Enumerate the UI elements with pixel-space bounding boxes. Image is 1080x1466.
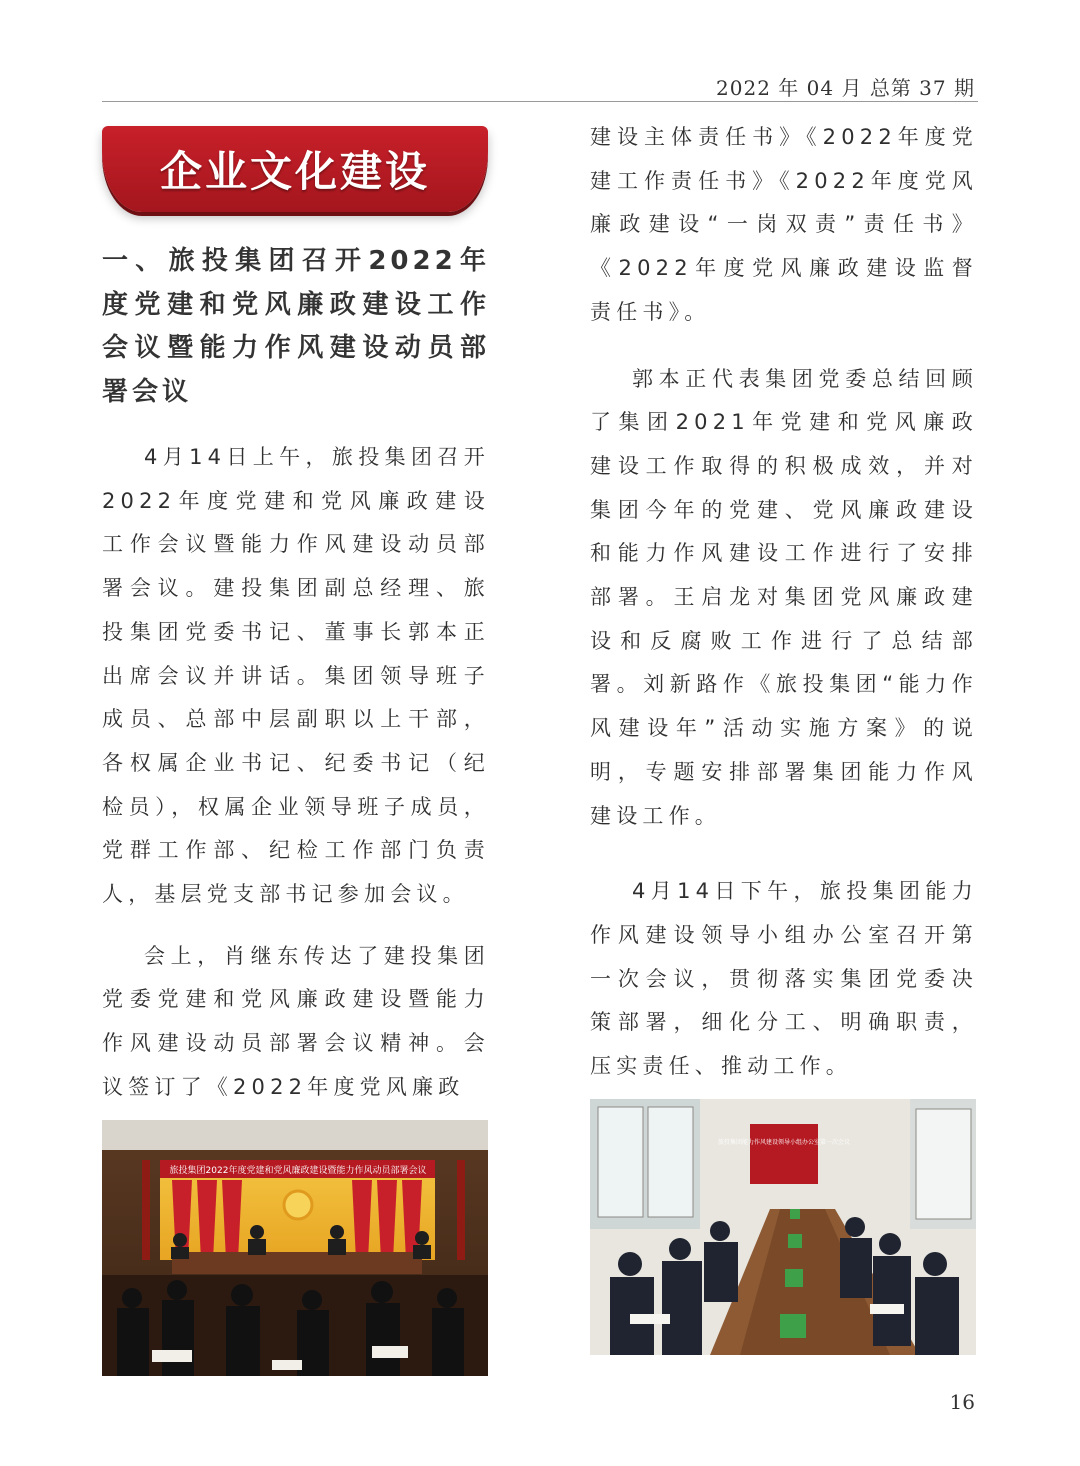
page-number: 16 — [949, 1390, 975, 1414]
section-title: 企业文化建设 — [159, 147, 430, 196]
meeting-hall-image — [102, 1120, 488, 1376]
issue-label: 2022 年 04 月 总第 37 期 — [716, 76, 975, 100]
left-column — [102, 126, 490, 1376]
meeting-room-image — [590, 1099, 976, 1355]
paragraph: 4月14日下午，旅投集团能力作风建设领导小组办公室召开第一次会议，贯彻落实集团党委决策部署，细化分工、明确职责，压实责任、推动工作。 — [590, 879, 978, 1079]
article-heading: 一、旅投集团召开2022年度党建和党风廉政建设工作会议暨能力作风建设动员部署会议 — [102, 246, 490, 407]
paragraph: 郭本正代表集团党委总结回顾了集团2021年党建和党风廉政建设工作取得的积极成效，并对集团今年的党建、党风廉政建设和能力作风建设工作进行了安排部署。王启龙对集团党风廉政建设和反腐败工作进行了总结部署。刘新路作《旅投集团“能力作风建设年”活动实施方案》的说明，专题安排部署集团能力作风建设工作。 — [590, 366, 978, 828]
photo-screen-text: 旅投集团能力作风建设领导小组办公室第一次会议 — [717, 1138, 851, 1146]
right-column — [590, 116, 978, 1355]
paragraph: 会上，肖继东传达了建投集团党委党建和党风廉政建设暨能力作风建设动员部署会议精神。会议签订了《2022年度党风廉政 — [102, 943, 490, 1099]
paragraph: 4月14日上午，旅投集团召开2022年度党建和党风廉政建设工作会议暨能力作风建设动员部署会议。建投集团副总经理、旅投集团党委书记、董事长郭本正出席会议并讲话。集团领导班子成员、总部中层副职以上干部，各权属企业书记、纪委书记（纪检员），权属企业领导班子成员，党群工作部、纪检工作部门负责人，基层党支部书记参加会议。 — [102, 445, 490, 907]
meeting-photo-2 — [590, 1099, 976, 1355]
section-banner — [102, 126, 488, 212]
header-rule — [102, 101, 978, 102]
paragraph: 建设主体责任书》《2022年度党建工作责任书》《2022年度党风廉政建设“一岗双责”责任书》《2022年度党风廉政建设监督责任书》。 — [590, 125, 978, 324]
meeting-photo-1 — [102, 1120, 488, 1376]
photo-banner-text: 旅投集团2022年度党建和党风廉政建设暨能力作风动员部署会议 — [169, 1165, 427, 1176]
